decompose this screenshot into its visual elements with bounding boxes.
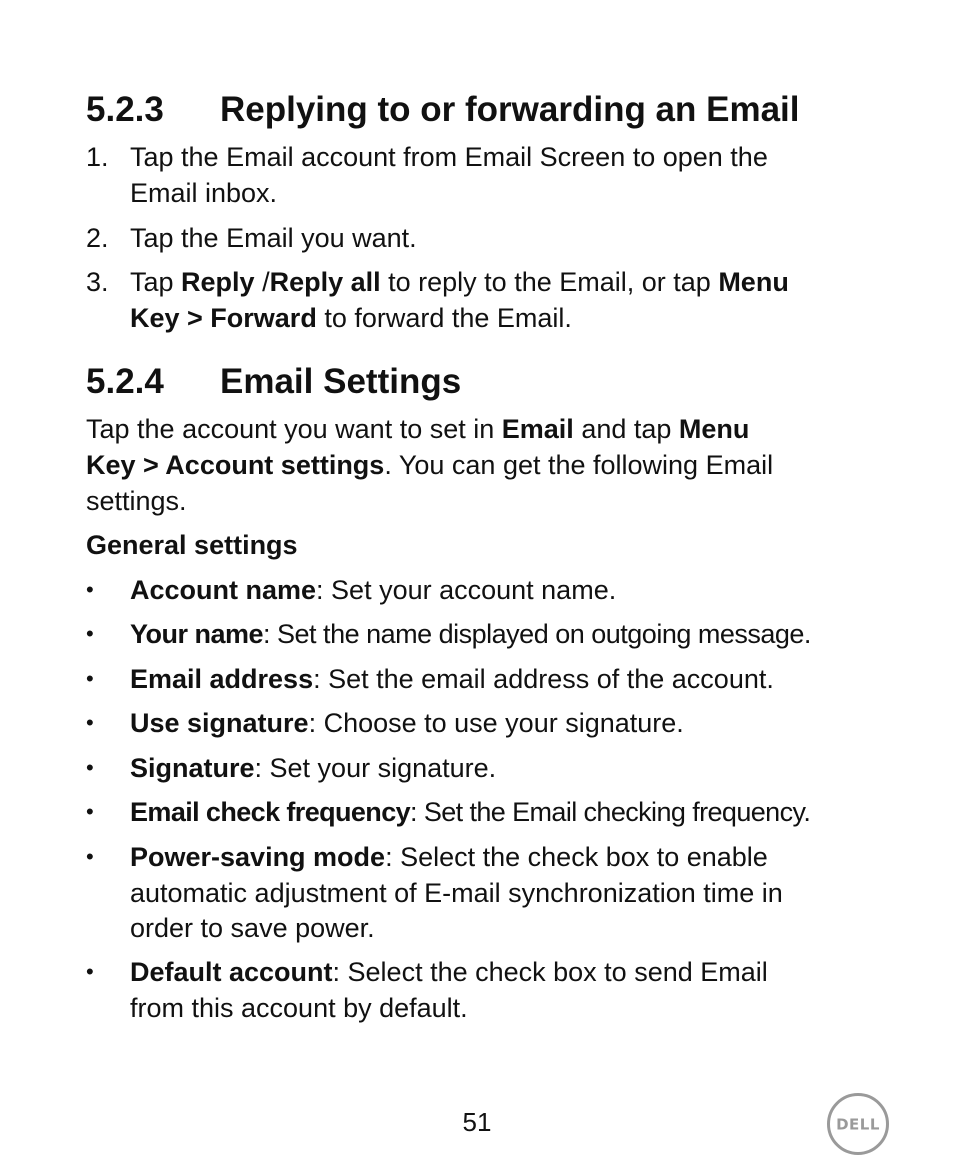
item-term: Email address bbox=[130, 664, 314, 694]
list-item: Signature: Set your signature. bbox=[130, 753, 497, 783]
list-item: Power-saving mode: Select the check box to enable bbox=[130, 842, 768, 872]
list-item: Use signature: Choose to use your signature. bbox=[130, 708, 684, 738]
section-number: 5.2.4 bbox=[86, 362, 164, 401]
list-item-continued: automatic adjustment of E-mail synchronization time in bbox=[130, 878, 783, 908]
bullet: • bbox=[86, 844, 94, 869]
bullet: • bbox=[86, 755, 94, 780]
step-marker: 2. bbox=[86, 223, 109, 253]
section-title: Replying to or forwarding an Email bbox=[220, 90, 800, 129]
item-term: Signature bbox=[130, 753, 255, 783]
ui-term: Reply bbox=[181, 267, 255, 297]
step-marker: 1. bbox=[86, 142, 109, 172]
step-text: Tap Reply /Reply all to reply to the Email, or tap Menu bbox=[130, 267, 789, 297]
subheading-general-settings: General settings bbox=[86, 530, 298, 560]
paragraph-line: Tap the account you want to set in Email and tap Menu bbox=[86, 414, 750, 444]
step-text: Tap the Email account from Email Screen to open the bbox=[130, 142, 768, 172]
list-item: Email check frequency: Set the Email checking frequency. bbox=[130, 797, 811, 827]
bullet: • bbox=[86, 621, 94, 646]
bullet: • bbox=[86, 799, 94, 824]
step-text-continued: Key > Forward to forward the Email. bbox=[130, 303, 572, 333]
bullet: • bbox=[86, 710, 94, 735]
list-item: Your name: Set the name displayed on outgoing message. bbox=[130, 619, 811, 649]
ui-term: Menu bbox=[678, 414, 750, 444]
section-heading-5-2-4 bbox=[86, 362, 461, 402]
dell-logo bbox=[826, 1092, 890, 1156]
bullet: • bbox=[86, 959, 94, 984]
step-text-continued: Email inbox. bbox=[130, 178, 278, 208]
bullet: • bbox=[86, 666, 94, 691]
list-item-continued: order to save power. bbox=[130, 913, 375, 943]
section-number: 5.2.3 bbox=[86, 90, 164, 129]
paragraph-line: settings. bbox=[86, 486, 187, 516]
ui-term: Key > Forward bbox=[130, 303, 317, 333]
step-marker: 3. bbox=[86, 267, 109, 297]
item-term: Your name bbox=[130, 619, 264, 649]
list-item-continued: from this account by default. bbox=[130, 993, 468, 1023]
list-item: Default account: Select the check box to send Email bbox=[130, 957, 768, 987]
item-term: Default account bbox=[130, 957, 333, 987]
ui-term: Menu bbox=[718, 267, 789, 297]
item-term: Use signature bbox=[130, 708, 309, 738]
step-text: Tap the Email you want. bbox=[130, 223, 417, 253]
bullet: • bbox=[86, 577, 94, 602]
page-number: 51 bbox=[462, 1107, 492, 1137]
list-item: Email address: Set the email address of the account. bbox=[130, 664, 774, 694]
ui-term: Email bbox=[501, 414, 574, 444]
item-term: Account name bbox=[130, 575, 317, 605]
list-item: Account name: Set your account name. bbox=[130, 575, 617, 605]
item-term: Email check frequency bbox=[130, 797, 411, 827]
section-heading-5-2-3 bbox=[86, 90, 800, 130]
logo-wordmark: DELL bbox=[836, 1115, 880, 1134]
section-title: Email Settings bbox=[220, 362, 462, 401]
ui-term: Key > Account settings bbox=[86, 450, 385, 480]
paragraph-line: Key > Account settings. You can get the following Email bbox=[86, 450, 774, 480]
ui-term: Reply all bbox=[269, 267, 381, 297]
item-term: Power-saving mode bbox=[130, 842, 386, 872]
